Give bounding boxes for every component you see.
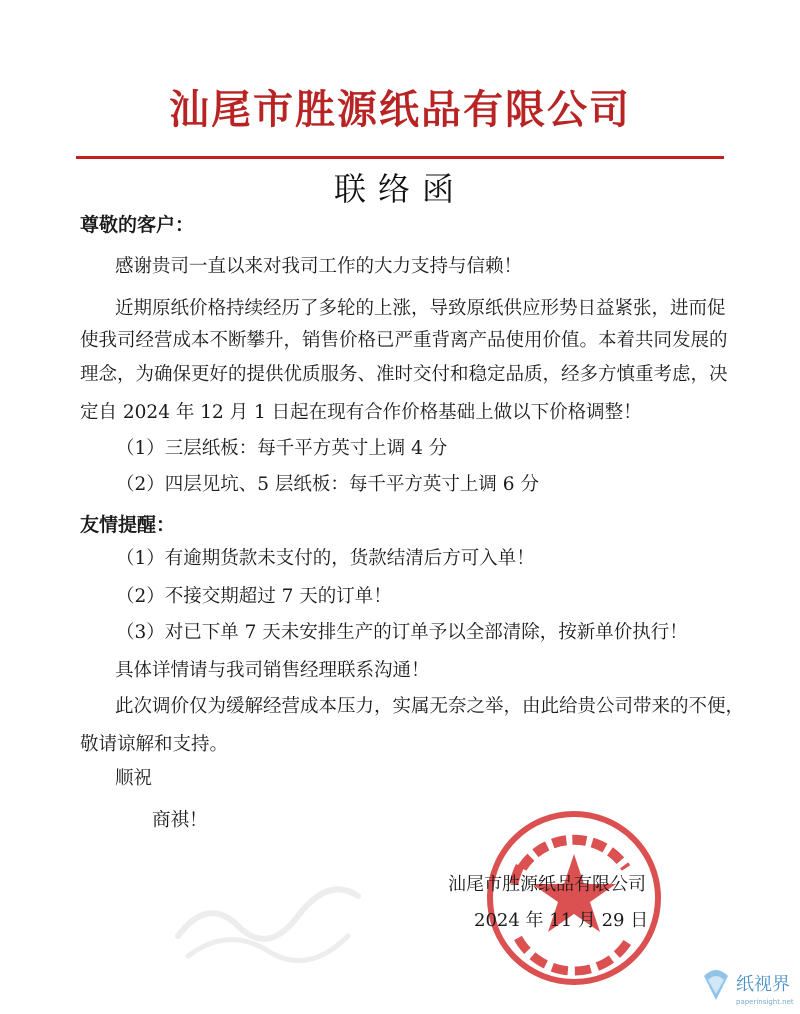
adjustment-item: （1）三层纸板：每千平方英寸上调 4 分 [116,438,448,459]
thanks-line: 感谢贵司一直以来对我司工作的大力支持与信赖！ [115,256,523,277]
salutation: 尊敬的客户： [80,214,195,236]
paragraph-line: 理念，为确保更好的提供优质服务、准时交付和稳定品质，经多方慎重考虑，决 [80,364,728,385]
document-type: 联络函 [333,170,466,208]
reminder-item: （3）对已下单 7 天未安排生产的订单予以全部清除，按新单价执行！ [116,622,688,643]
contact-line: 具体详情请与我司销售经理联系沟通！ [115,660,430,681]
site-logo-name: 纸视界 [736,974,790,995]
paragraph-line: 使我司经营成本不断攀升，销售价格已严重背离产品使用价值。本着共同发展的 [80,330,728,351]
wish: 商祺！ [152,810,208,831]
company-title: 汕尾市胜源纸品有限公司 [169,87,631,133]
adjustment-item: （2）四层见坑、5 层纸板：每千平方英寸上调 6 分 [116,474,539,495]
closing-line: 敬请谅解和支持。 [80,734,229,755]
site-logo-url: paperinsight.net [736,998,794,1006]
signature-date: 2024 年 11 月 29 日 [474,910,649,931]
reminder-heading: 友情提醒： [80,514,176,536]
reminder-item: （1）有逾期货款未支付的，货款结清后方可入单！ [116,548,535,569]
company-seal-icon [484,808,664,988]
closing-line: 此次调价仅为缓解经营成本压力，实属无奈之举，由此给贵公司带来的不便， [115,696,745,717]
header-divider [76,156,724,159]
reminder-item: （2）不接交期超过 7 天的订单！ [116,586,392,607]
paragraph-line: 近期原纸价格持续经历了多轮的上涨，导致原纸供应形势日益紧张，进而促 [115,298,726,319]
site-logo-icon [696,962,800,1014]
paragraph-line: 定自 2024 年 12 月 1 日起在现有合作价格基础上做以下价格调整！ [80,402,642,423]
signature-company: 汕尾市胜源纸品有限公司 [448,874,646,895]
faint-watermark-icon [168,856,368,976]
regards: 顺祝 [115,768,153,789]
